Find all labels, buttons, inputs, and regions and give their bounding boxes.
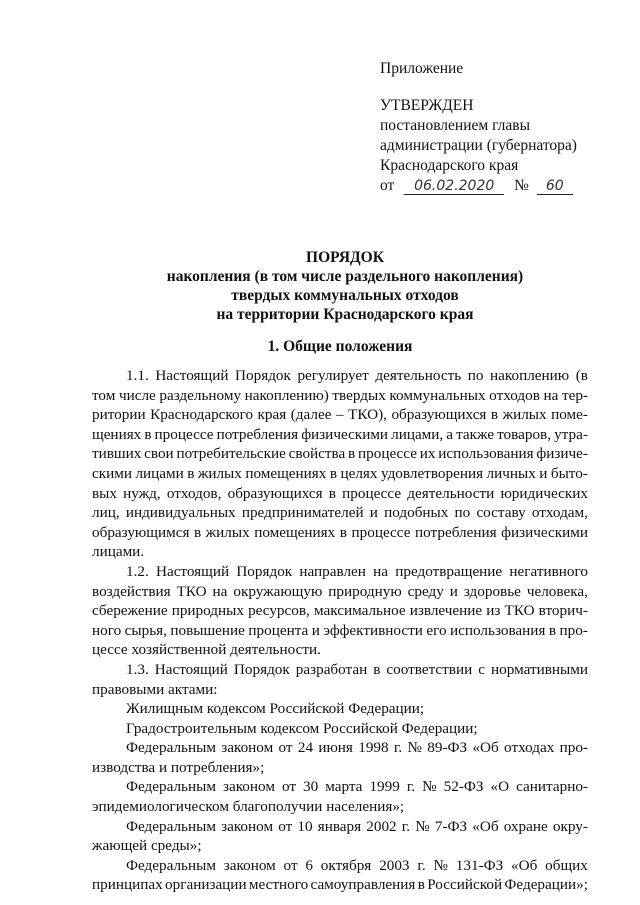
text-line: жающей среды»; — [92, 837, 202, 855]
text-line: принципах организации местного самоуправления в Российской Федерации»; — [92, 876, 588, 894]
text-line: правовыми актами: — [92, 680, 218, 698]
text-line: изводства и потребления»; — [92, 758, 265, 776]
text-line: ритории Краснодарского края (далее – ТКО), образующихся в жилых поме- — [92, 406, 588, 424]
text-line: образующимся в жилых помещениях в процессе потребления физическими — [92, 523, 588, 541]
approval-line-2: администрации (губернатора) — [380, 137, 577, 154]
text-line: вых нужд, отходов, образующихся в процессе деятельности юридических — [92, 484, 588, 502]
number-label: № — [514, 177, 529, 194]
text-line: ного сырья, повышение процента и эффективности его использования в про- — [92, 621, 588, 639]
approval-block — [380, 96, 577, 196]
text-line: лиц, индивидуальных предпринимателей и подобных по составу отходам, — [92, 504, 588, 522]
title-main: ПОРЯДОК — [306, 249, 384, 266]
text-line: 1.1. Настоящий Порядок регулирует деятельность по накоплению (в — [126, 367, 588, 384]
approval-line-1: постановлением главы — [380, 117, 530, 134]
approval-number: 60 — [537, 178, 573, 195]
text-line: том числе раздельному накоплению) твердых коммунальных отходов на тер- — [92, 386, 588, 404]
title-sub-3: на территории Краснодарского края — [216, 306, 474, 323]
text-line: цессе хозяйственной деятельности. — [92, 641, 321, 659]
text-line: Федеральным законом от 30 марта 1999 г. № 52-ФЗ «О санитарно- — [126, 778, 588, 796]
text-line: 1.3. Настоящий Порядок разработан в соответствии с нормативными — [126, 660, 588, 678]
text-line: воздействия ТКО на окружающую природную среду и здоровье человека, — [92, 582, 588, 600]
text-line: Жилищным кодексом Российской Федерации; — [126, 700, 425, 718]
from-label: от — [380, 177, 395, 194]
approved-label: УТВЕРЖДЕН — [380, 97, 474, 114]
approval-date-line — [380, 176, 577, 196]
appendix-label: Приложение — [380, 60, 464, 77]
approval-date: 06.02.2020 — [404, 178, 504, 195]
text-line: Федеральным законом от 6 октября 2003 г. № 131-ФЗ «Об общих — [126, 856, 588, 874]
text-line: тивших свои потребительские свойства в процессе их использования физиче- — [92, 445, 588, 463]
text-line: 1.2. Настоящий Порядок направлен на предотвращение негативного — [126, 562, 588, 580]
text-line: скими лицами в жилых помещениях в целях удовлетворения личных и быто- — [92, 464, 588, 482]
text-line: Федеральным законом от 10 января 2002 г. № 7-ФЗ «Об охране окру- — [126, 817, 588, 835]
title-sub-1: накопления (в том числе раздельного накопления) — [166, 268, 524, 285]
text-line: Федеральным законом от 24 июня 1998 г. № 89-ФЗ «Об отходах про- — [126, 739, 588, 757]
text-line: щениях в процессе потребления физическими лицами, а также товаров, утра- — [92, 425, 588, 443]
text-line: лицами. — [92, 543, 145, 561]
text-line: сбережение природных ресурсов, максимальное извлечение из ТКО вторич- — [92, 602, 588, 620]
approval-line-3: Краснодарского края — [380, 157, 519, 174]
text-line: эпидемиологическом благополучии населения»; — [92, 798, 405, 816]
text-line: Градостроительным кодексом Российской Федерации; — [126, 719, 478, 737]
document-body — [92, 366, 588, 895]
section-heading: 1. Общие положения — [267, 338, 413, 355]
document-title — [0, 248, 640, 324]
title-sub-2: твердых коммунальных отходов — [231, 287, 459, 304]
